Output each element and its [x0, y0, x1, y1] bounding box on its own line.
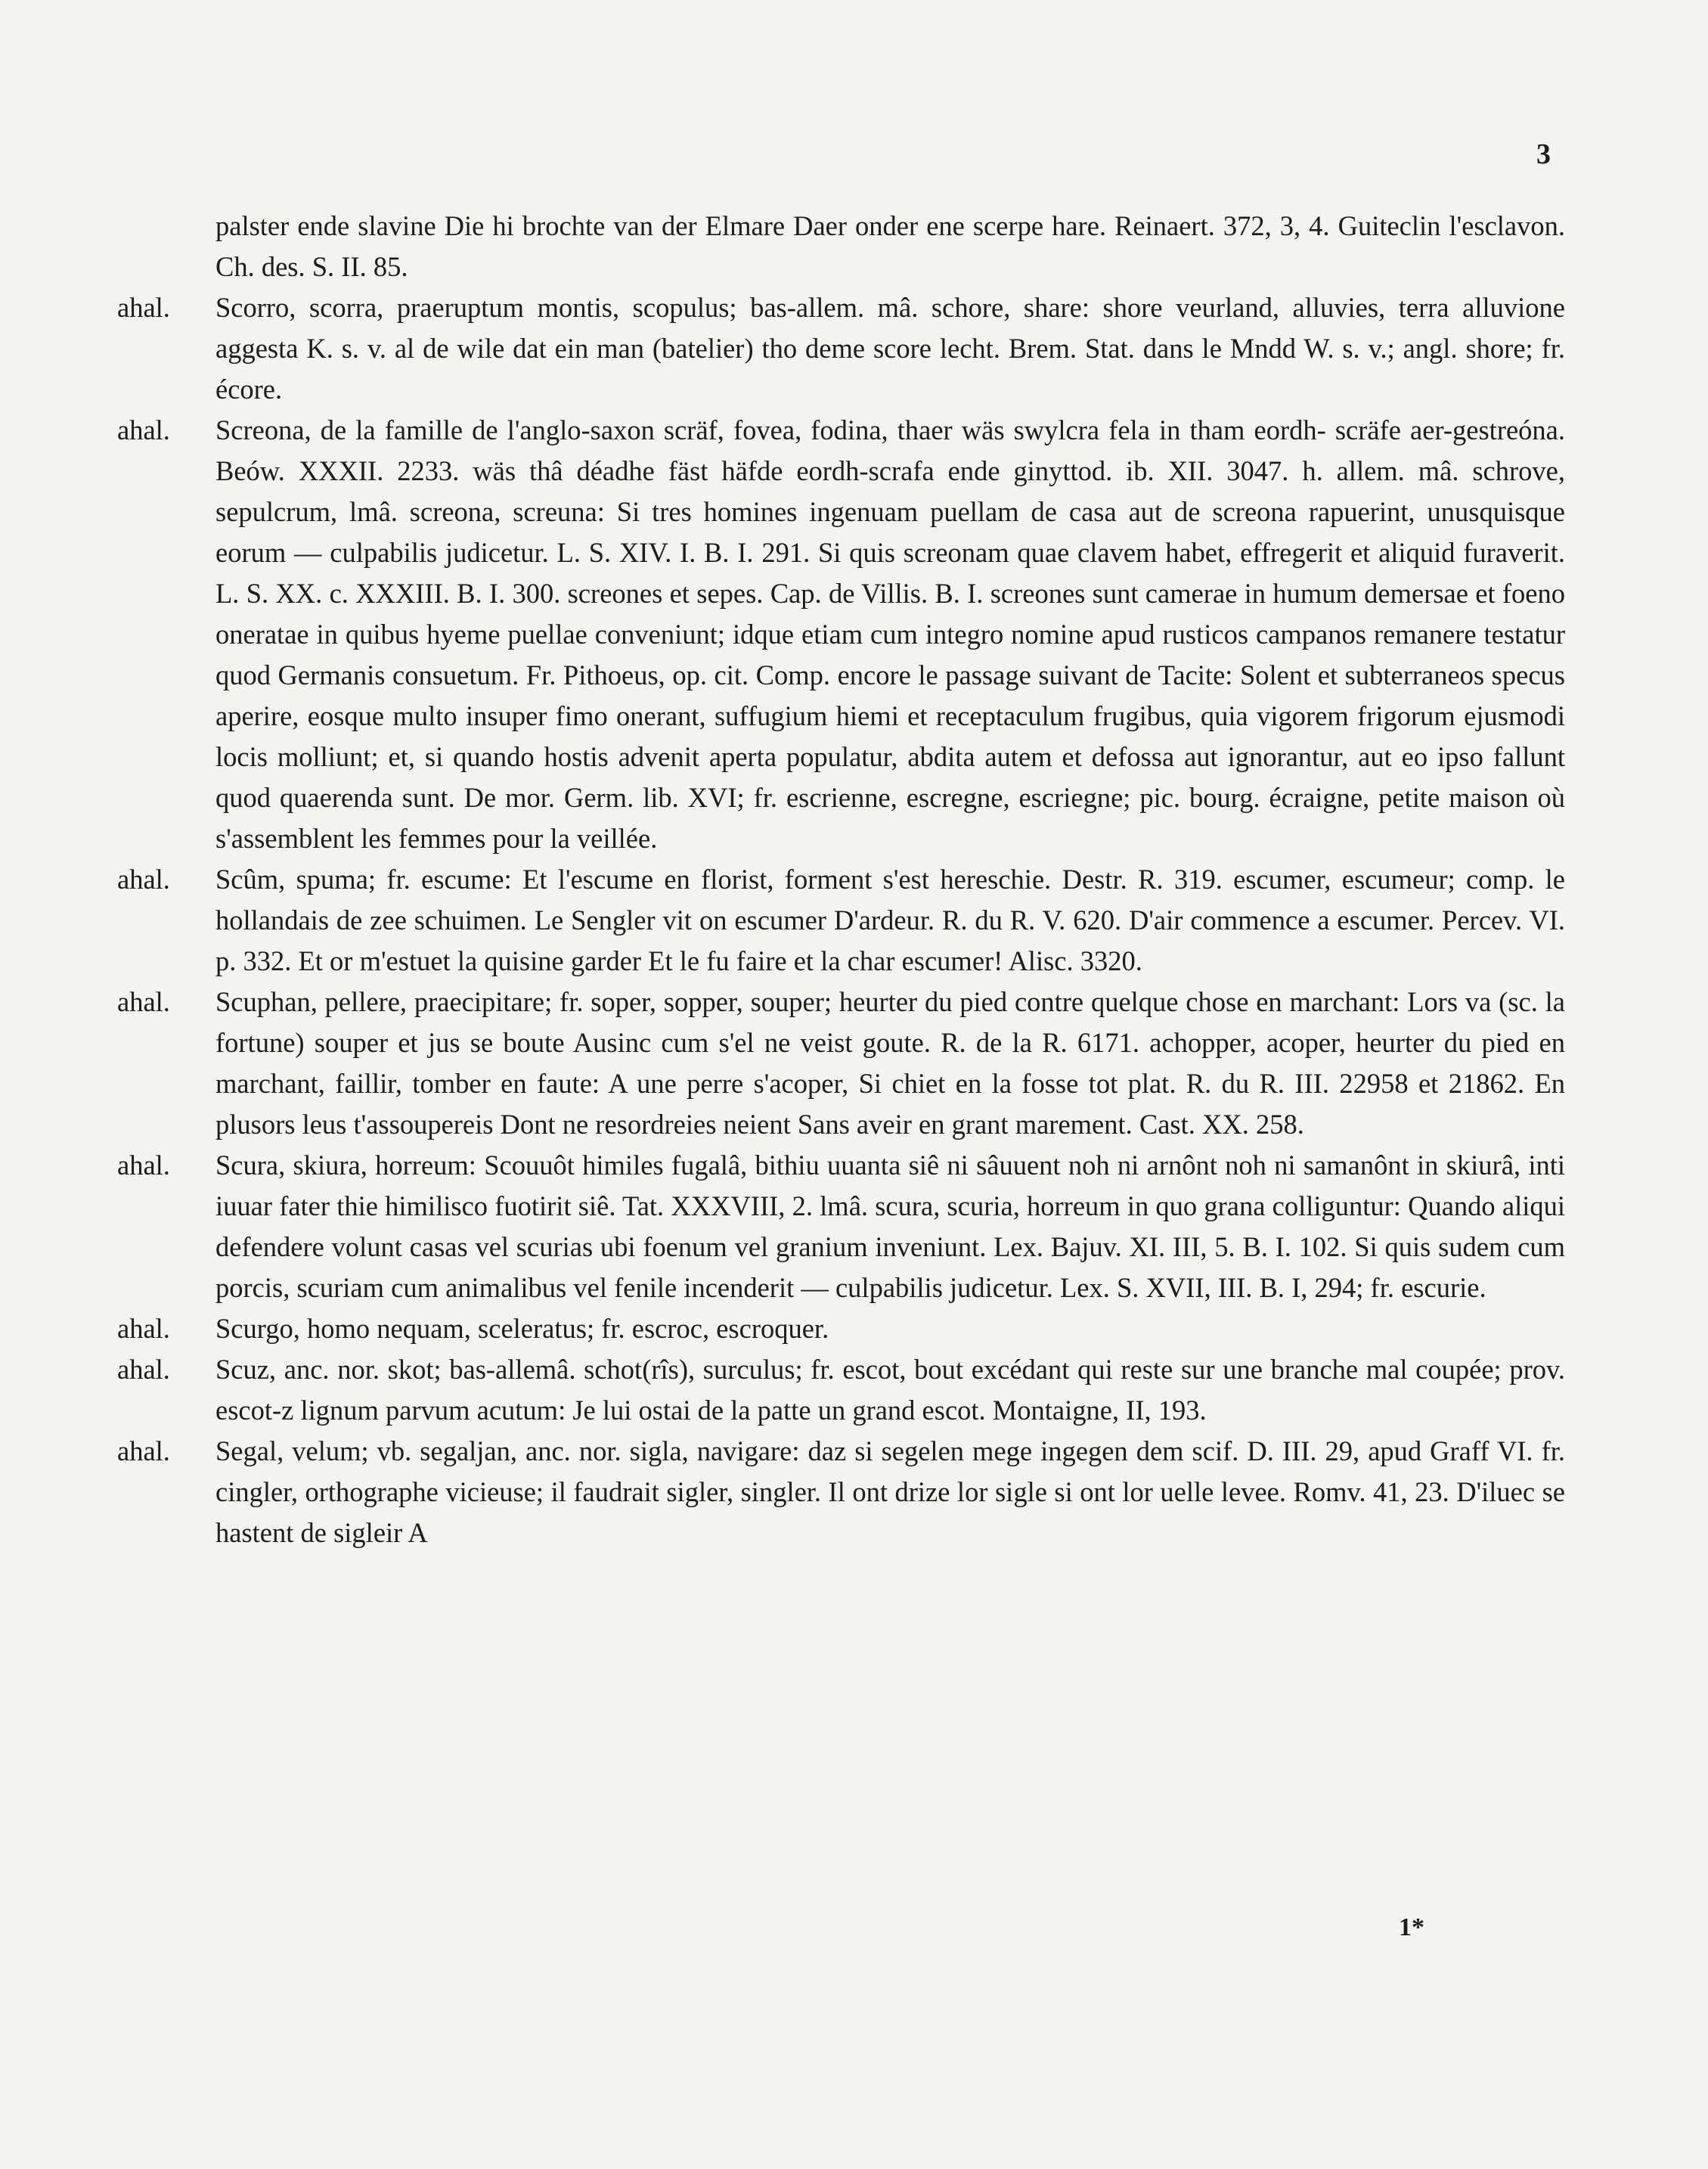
entries [117, 206, 1565, 1553]
entry-scuphan [117, 982, 1565, 1145]
entry-text: Screona, de la famille de l'anglo-saxon scräf, fovea, fodina, thaer wäs swylcra fela in tham eordh- scräfe aer-gestreóna. Beów. XXXII. 2233. wäs thâ déadhe fäst häfde eordh-scrafa ende ginyttod. ib. XII. 3047. h. allem. mâ. schrove, sepulcrum, lmâ. screona, screuna: Si tres homines ingenuam puellam de casa aut de screona rapuerint, unusquisque eorum — culpabilis judicetur. L. S. XIV. I. B. I. 291. Si quis screonam quae clavem habet, effregerit et aliquid furaverit. L. S. XX. c. XXXIII. B. I. 300. screones et sepes. Cap. de Villis. B. I. screones sunt camerae in humum demersae et foeno oneratae in quibus hyeme puellae conveniunt; idque etiam cum integro nomine apud rusticos campanos remanere testatur quod Germanis consuetum. Fr. Pithoeus, op. cit. Comp. encore le passage suivant de Tacite: Solent et subterraneos specus aperire, eosque multo insuper fimo onerant, suffugium hiemi et receptaculum frugibus, quia vigorem frigorum ejusmodi locis molliunt; et, si quando hostis advenit aperta populatur, abdita autem et defossa aut ignorantur, aut eo ipso fallunt quod quaerenda sunt. De mor. Germ. lib. XVI; fr. escrienne, escregne, escriegne; pic. bourg. écraigne, petite maison où s'assemblent les femmes pour la veillée. [215, 414, 1565, 854]
entry-label: ahal. [117, 292, 170, 323]
entry-text: Scorro, scorra, praeruptum montis, scopulus; bas-allem. mâ. schore, share: shore veurland, alluvies, terra alluvione aggesta K. s. v. al de wile dat ein man (batelier) tho deme score lecht. Brem. Stat. dans le Mndd W. s. v.; angl. shore; fr. écore. [215, 292, 1565, 405]
entry-label: ahal. [117, 1150, 170, 1181]
entry-text: Segal, velum; vb. segaljan, anc. nor. sigla, navigare: daz si segelen mege ingegen dem scif. D. III. 29, apud Graff VI. fr. cingler, orthographe vicieuse; il faudrait sigler, singler. Il ont drize lor sigle si ont lor uelle levee. Romv. 41, 23. D'iluec se hastent de sigleir A [215, 1435, 1565, 1548]
entry-label: ahal. [117, 1354, 170, 1385]
entry-text: Scûm, spuma; fr. escume: Et l'escume en florist, forment s'est hereschie. Destr. R. 319. escumer, escumeur; comp. le hollandais de zee schuimen. Le Sengler vit on escumer D'ardeur. R. du R. V. 620. D'air commence a escumer. Percev. VI. p. 332. Et or m'estuet la quisine garder Et le fu faire et la char escumer! Alisc. 3320. [215, 864, 1565, 976]
entry-text: Scura, skiura, horreum: Scouuôt himiles fugalâ, bithiu uuanta siê ni sâuuent noh ni arnônt noh ni samanônt in skiurâ, inti iuuar fater thie himilisco fuotirit siê. Tat. XXXVIII, 2. lmâ. scura, scuria, horreum in quo grana colliguntur: Quando aliqui defendere volunt casas vel scurias ubi foenum vel granium inveniunt. Lex. Bajuv. XI. III, 5. B. I. 102. Si quis sudem cum porcis, scuriam cum animalibus vel fenile incenderit — culpabilis judicetur. Lex. S. XVII, III. B. I, 294; fr. escurie. [215, 1150, 1565, 1303]
entry-label: ahal. [117, 986, 170, 1017]
entry-scura [117, 1145, 1565, 1308]
entry-label: ahal. [117, 1435, 170, 1466]
entry-text: Scuphan, pellere, praecipitare; fr. soper, sopper, souper; heurter du pied contre quelque chose en marchant: Lors va (sc. la fortune) souper et jus se boute Ausinc cum s'el ne veist goute. R. de la R. 6171. achopper, acoper, heurter du pied en marchant, faillir, tomber en faute: A une perre s'acoper, Si chiet en la fosse tot plat. R. du R. III. 22958 et 21862. En plusors leus t'assoupereis Dont ne resordreies neient Sans aveir en grant marement. Cast. XX. 258. [215, 986, 1565, 1140]
entry-segal [117, 1431, 1565, 1553]
entry-text: palster ende slavine Die hi brochte van der Elmare Daer onder ene scerpe hare. Reinaert. 372, 3, 4. Guiteclin l'esclavon. Ch. des. S. II. 85. [215, 210, 1565, 282]
entry-screona [117, 410, 1565, 859]
entry-scum [117, 859, 1565, 982]
entry-0 [117, 206, 1565, 287]
entry-scurgo [117, 1308, 1565, 1349]
page-number: 3 [1536, 138, 1551, 170]
entry-label: ahal. [117, 414, 170, 445]
entry-scorro [117, 287, 1565, 410]
entry-label [117, 206, 215, 287]
entry-scuz [117, 1349, 1565, 1431]
signature-mark: 1* [1399, 1913, 1424, 1941]
entry-label: ahal. [117, 864, 170, 895]
entry-label: ahal. [117, 1313, 170, 1344]
entry-text: Scurgo, homo nequam, sceleratus; fr. escroc, escroquer. [215, 1313, 829, 1344]
entry-text: Scuz, anc. nor. skot; bas-allemâ. schot(rîs), surculus; fr. escot, bout excédant qui reste sur une branche mal coupée; prov. escot-z lignum parvum acutum: Je lui ostai de la patte un grand escot. Montaigne, II, 193. [215, 1354, 1565, 1426]
